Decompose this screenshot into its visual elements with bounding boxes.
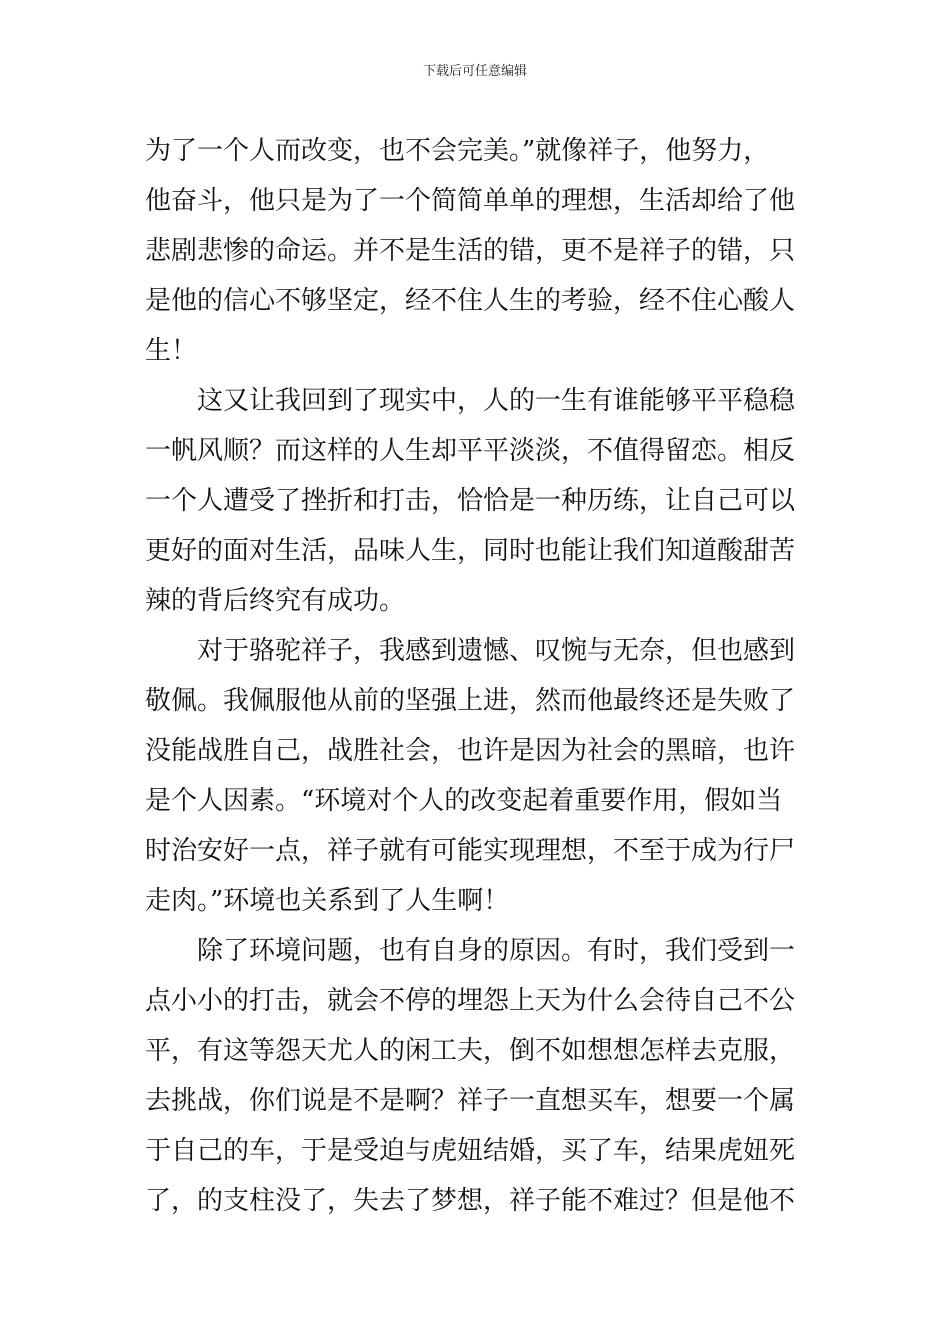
text-line: 时治安好一点，祥子就有可能实现理想，不至于成为行尸 — [145, 836, 796, 866]
text-line: 是个人因素。“环境对个人的改变起着重要作用，假如当 — [145, 786, 783, 816]
document-body — [145, 126, 807, 1226]
text-line: 一帆风顺？而这样的人生却平平淡淡，不值得留恋。相反 — [145, 436, 796, 466]
paragraph-start-line: 对于骆驼祥子，我感到遗憾、叹惋与无奈，但也感到 — [197, 636, 796, 666]
text-line: 辣的背后终究有成功。 — [145, 586, 406, 616]
text-line: 更好的面对生活，品味人生，同时也能让我们知道酸甜苦 — [145, 536, 796, 566]
paragraph-start-line: 这又让我回到了现实中，人的一生有谁能够平平稳稳 — [197, 386, 796, 416]
text-line: 他奋斗，他只是为了一个简简单单的理想，生活却给了他 — [145, 186, 796, 216]
text-line: 了，的支柱没了，失去了梦想，祥子能不难过？但是他不 — [145, 1186, 796, 1216]
text-line: 生！ — [145, 336, 198, 366]
text-line: 去挑战，你们说是不是啊？祥子一直想买车，想要一个属 — [145, 1086, 796, 1116]
text-line: 点小小的打击，就会不停的埋怨上天为什么会待自己不公 — [145, 986, 796, 1016]
text-line: 为了一个人而改变，也不会完美。”就像祥子，他努力， — [145, 136, 770, 166]
text-line: 平，有这等怨天尤人的闲工夫，倒不如想想怎样去克服， — [145, 1036, 796, 1066]
text-line: 走肉。”环境也关系到了人生啊！ — [145, 886, 510, 916]
text-line: 一个人遭受了挫折和打击，恰恰是一种历练，让自己可以 — [145, 486, 796, 516]
text-line: 是他的信心不够坚定，经不住人生的考验，经不住心酸人 — [145, 286, 796, 316]
text-line: 没能战胜自己，战胜社会，也许是因为社会的黑暗，也许 — [145, 736, 796, 766]
paragraph-start-line: 除了环境问题，也有自身的原因。有时，我们受到一 — [197, 936, 796, 966]
text-line: 于自己的车，于是受迫与虎妞结婚，买了车，结果虎妞死 — [145, 1136, 796, 1166]
text-line: 敬佩。我佩服他从前的坚强上进，然而他最终还是失败了 — [145, 686, 796, 716]
text-line: 悲剧悲惨的命运。并不是生活的错，更不是祥子的错，只 — [145, 236, 796, 266]
page-header: 下载后可任意编辑 — [422, 64, 527, 79]
